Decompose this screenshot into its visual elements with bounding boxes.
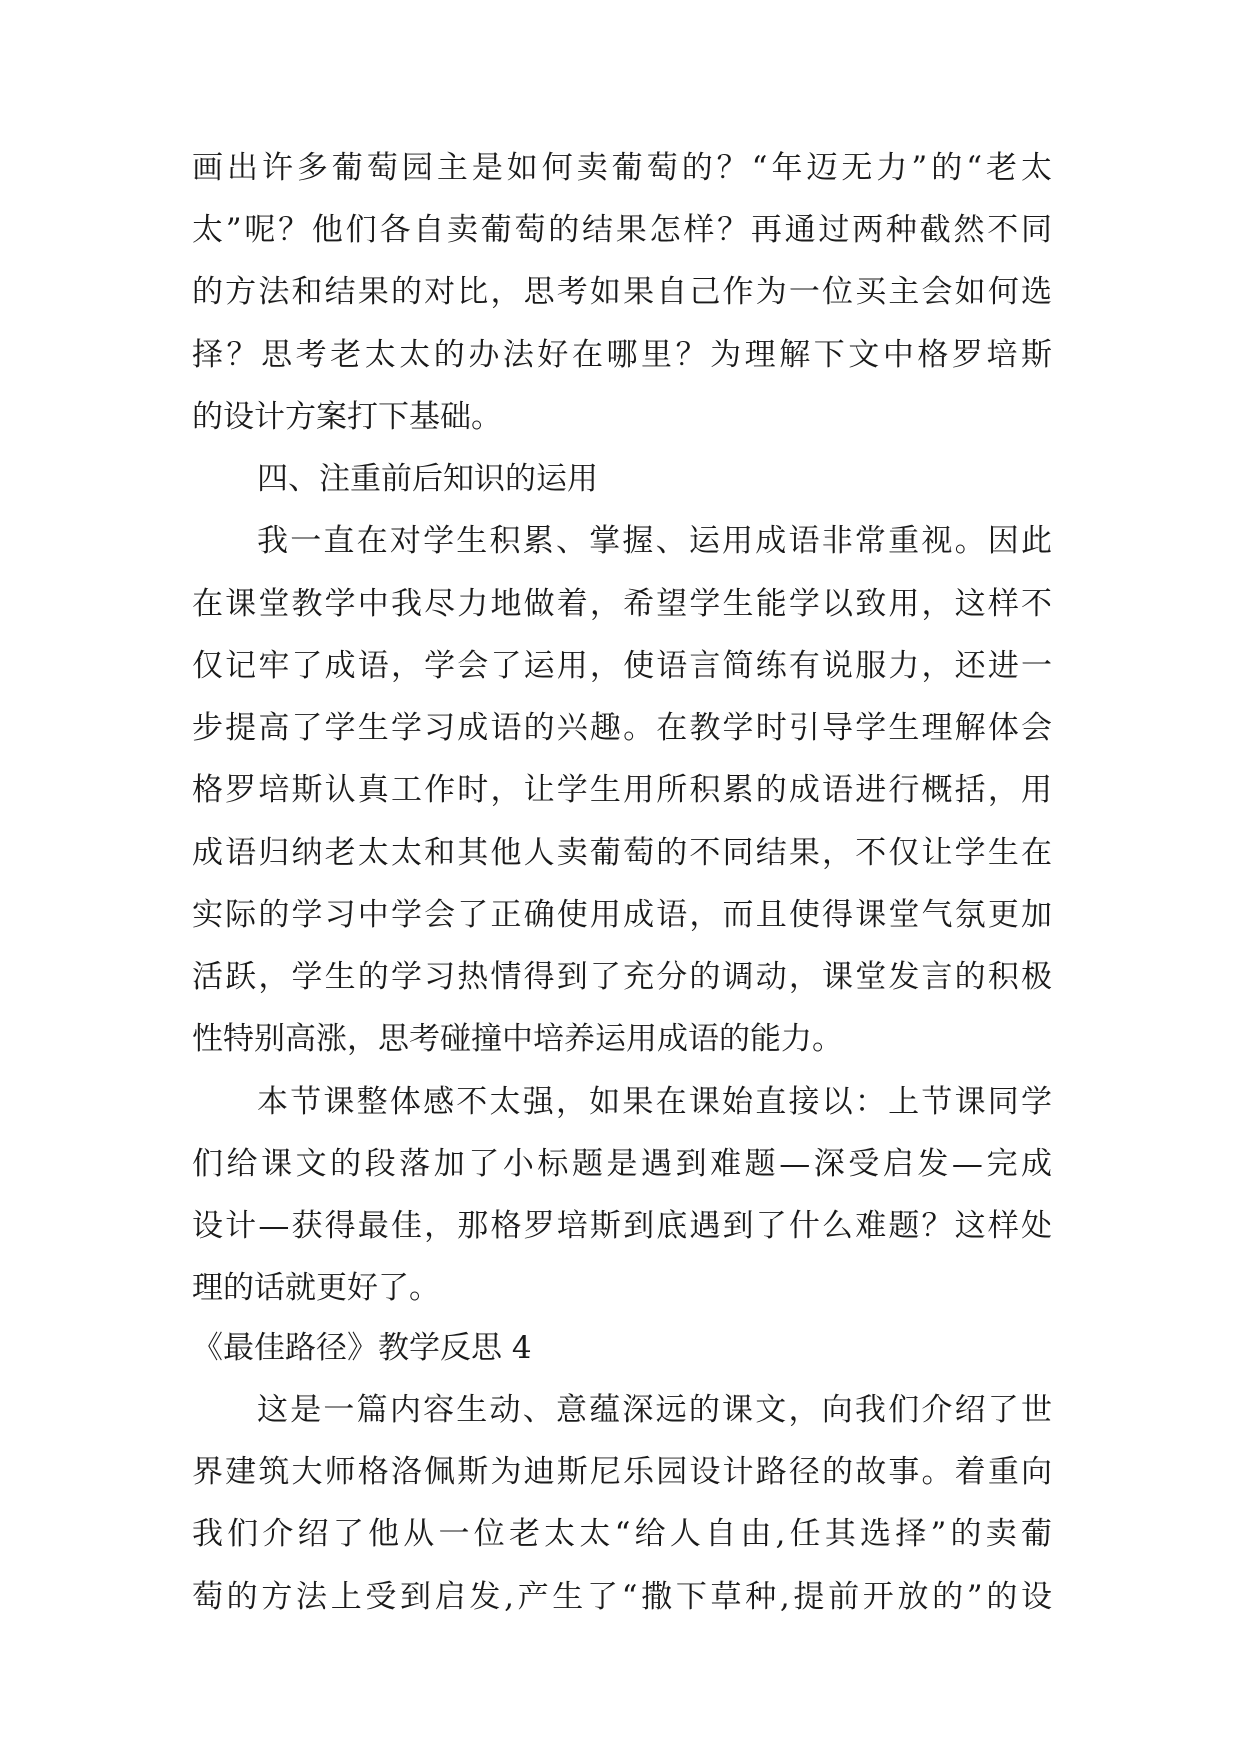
paragraph-line: 的方法和结果的对比，思考如果自己作为一位买主会如何选 [192,274,1052,310]
paragraph-line: 的设计方案打下基础。 [192,399,502,435]
paragraph-line: 在课堂教学中我尽力地做着，希望学生能学以致用，这样不 [192,586,1052,622]
paragraph-line: 仅记牢了成语，学会了运用，使语言简练有说服力，还进一 [192,648,1052,684]
paragraph-line: 界建筑大师格洛佩斯为迪斯尼乐园设计路径的故事。着重向 [192,1454,1052,1490]
paragraph-line: 萄的方法上受到启发,产生了“撒下草种,提前开放的”的设 [192,1579,1052,1615]
section-title: 《最佳路径》教学反思 4 [192,1330,532,1366]
paragraph-line: 这是一篇内容生动、意蕴深远的课文，向我们介绍了世 [257,1392,1052,1428]
paragraph-line: 理的话就更好了。 [192,1270,440,1306]
section-heading: 四、注重前后知识的运用 [257,461,598,497]
paragraph-line: 我一直在对学生积累、掌握、运用成语非常重视。因此 [257,523,1052,559]
paragraph-line: 步提高了学生学习成语的兴趣。在教学时引导学生理解体会 [192,710,1052,746]
paragraph-line: 设计—获得最佳，那格罗培斯到底遇到了什么难题？这样处 [192,1208,1052,1244]
paragraph-line: 太”呢？他们各自卖葡萄的结果怎样？再通过两种截然不同 [192,212,1052,248]
paragraph-line: 实际的学习中学会了正确使用成语，而且使得课堂气氛更加 [192,897,1052,933]
paragraph-line: 本节课整体感不太强，如果在课始直接以：上节课同学 [257,1084,1052,1120]
paragraph-line: 性特别高涨，思考碰撞中培养运用成语的能力。 [192,1021,843,1057]
paragraph-line: 们给课文的段落加了小标题是遇到难题—深受启发—完成 [192,1146,1052,1182]
paragraph-line: 格罗培斯认真工作时，让学生用所积累的成语进行概括，用 [192,772,1052,808]
paragraph-line: 活跃，学生的学习热情得到了充分的调动，课堂发言的积极 [192,959,1052,995]
paragraph-line: 成语归纳老太太和其他人卖葡萄的不同结果，不仅让学生在 [192,835,1052,871]
paragraph-line: 画出许多葡萄园主是如何卖葡萄的？“年迈无力”的“老太 [192,150,1052,186]
paragraph-line: 择？思考老太太的办法好在哪里？为理解下文中格罗培斯 [192,337,1052,373]
paragraph-line: 我们介绍了他从一位老太太“给人自由,任其选择”的卖葡 [192,1516,1052,1552]
